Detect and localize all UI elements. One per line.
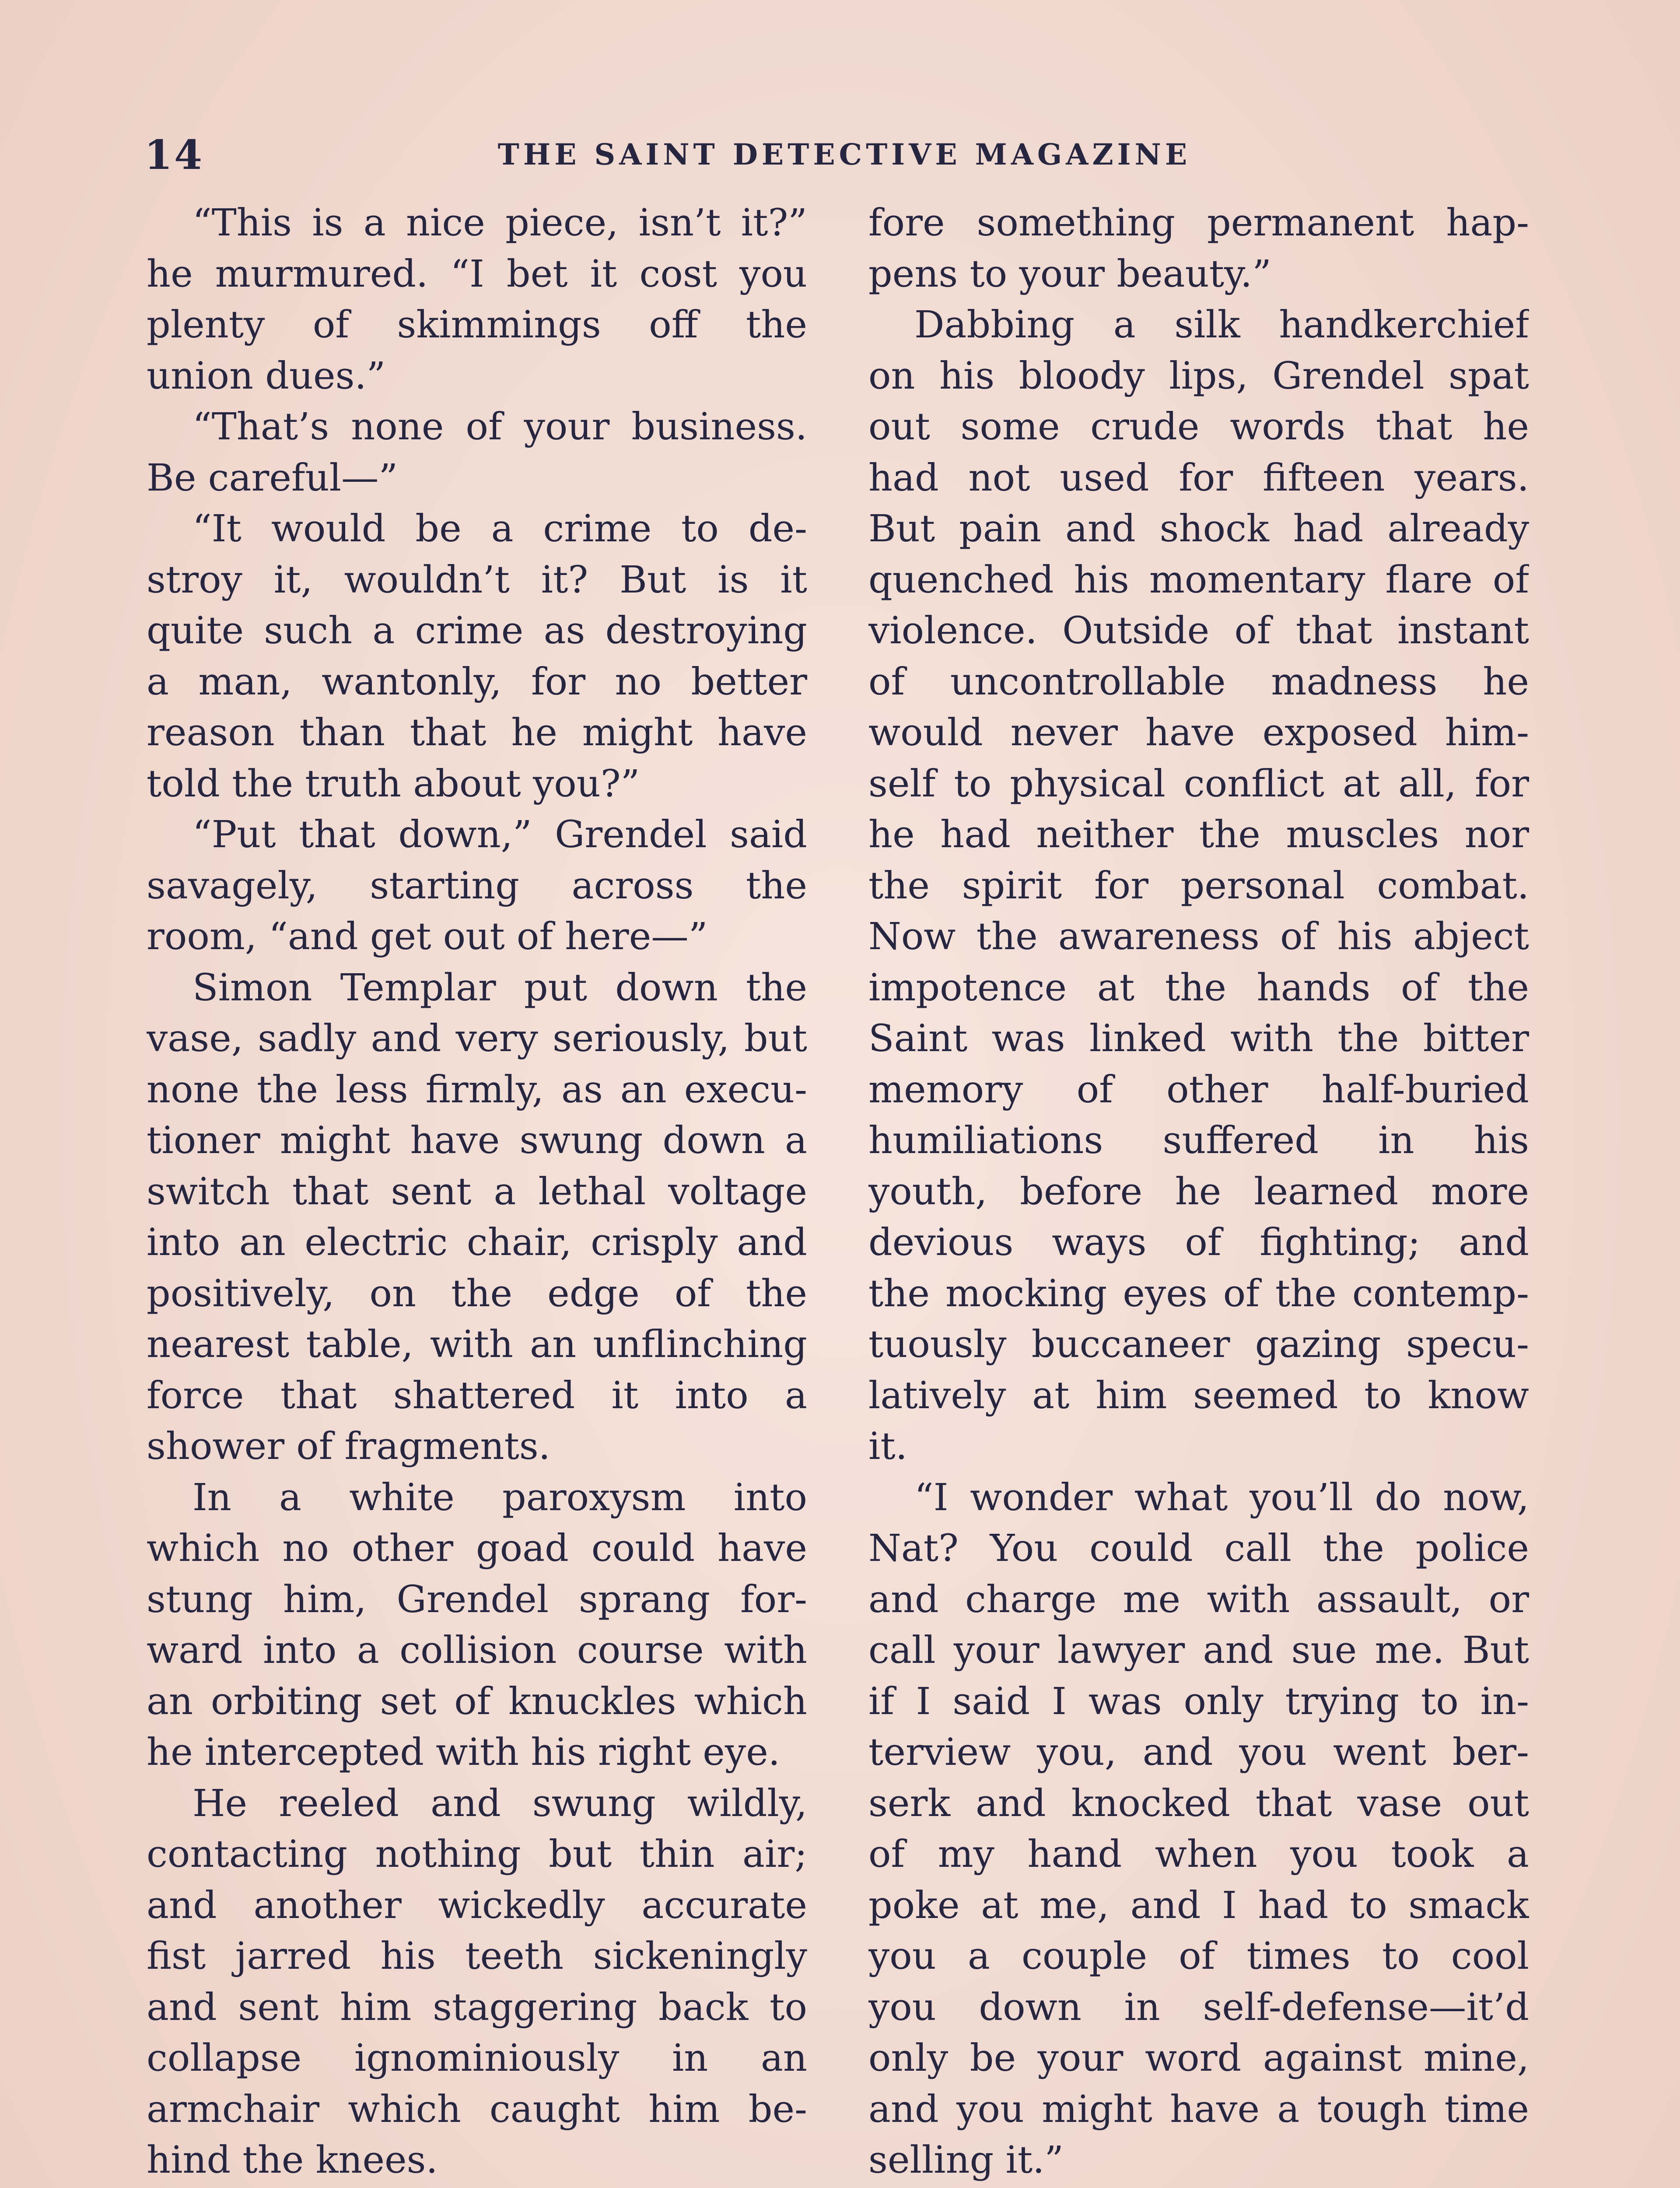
- text-line: savagely, starting across the: [147, 864, 807, 908]
- text-line: on his bloody lips, Grendel spat: [868, 354, 1529, 398]
- text-column-right: [868, 198, 1529, 2188]
- text-line: serk and knocked that vase out: [868, 1781, 1529, 1825]
- text-line: poke at me, and I had to smack: [868, 1883, 1529, 1927]
- text-line: Dabbing a silk handkerchief: [914, 303, 1529, 347]
- text-line: self to physical conflict at all, for: [868, 762, 1529, 806]
- text-line: In a white paroxysm into: [192, 1476, 807, 1519]
- text-line: plenty of skimmings off the: [147, 303, 807, 347]
- text-line: switch that sent a lethal voltage: [147, 1170, 807, 1213]
- text-line: armchair which caught him be-: [147, 2087, 807, 2131]
- text-line: it.: [868, 1425, 907, 1468]
- text-line: the spirit for personal combat.: [868, 864, 1529, 908]
- text-line: which no other goad could have: [147, 1527, 807, 1570]
- text-line: none the less firmly, as an execu-: [147, 1068, 807, 1112]
- text-line: memory of other half-buried: [868, 1068, 1529, 1112]
- text-line: “That’s none of your business.: [192, 405, 807, 449]
- text-line: violence. Outside of that instant: [868, 609, 1529, 652]
- text-line: terview you, and you went ber-: [868, 1731, 1529, 1774]
- text-line: and another wickedly accurate: [147, 1883, 807, 1927]
- text-line: union dues.”: [147, 354, 386, 398]
- text-line: [147, 2186, 807, 2188]
- text-line: ward into a collision course with: [147, 1629, 807, 1672]
- text-line: “Put that down,” Grendel said: [192, 813, 807, 856]
- text-line: “This is a nice piece, isn’t it?”: [192, 201, 807, 245]
- text-line: out some crude words that he: [868, 405, 1529, 449]
- text-line: humiliations suffered in his: [868, 1119, 1529, 1162]
- text-line: Now the awareness of his abject: [868, 915, 1529, 958]
- text-line: Saint was linked with the bitter: [868, 1017, 1529, 1060]
- text-line: youth, before he learned more: [868, 1170, 1529, 1213]
- text-line: pens to your beauty.”: [868, 252, 1271, 296]
- text-line: call your lawyer and sue me. But: [868, 1629, 1529, 1672]
- text-line: room, “and get out of here—”: [147, 915, 708, 958]
- text-line: a man, wantonly, for no better: [147, 660, 807, 704]
- text-line: told the truth about you?”: [147, 762, 640, 806]
- text-line: you a couple of times to cool: [868, 1935, 1529, 1978]
- text-line: and sent him staggering back to: [147, 1985, 807, 2029]
- text-line: tioner might have swung down a: [147, 1119, 807, 1162]
- text-line: Nat? You could call the police: [868, 1527, 1529, 1570]
- text-line: vase, sadly and very seriously, but: [147, 1017, 807, 1060]
- text-line: if I said I was only trying to in-: [868, 1680, 1529, 1723]
- text-line: he murmured. “I bet it cost you: [147, 252, 807, 296]
- text-line: shower of fragments.: [147, 1425, 550, 1468]
- text-line: collapse ignominiously in an: [147, 2037, 807, 2080]
- text-line: contacting nothing but thin air;: [147, 1833, 807, 1876]
- text-line: Simon Templar put down the: [192, 966, 807, 1010]
- text-line: reason than that he might have: [147, 711, 807, 754]
- text-line: [868, 2186, 1529, 2188]
- text-line: devious ways of fighting; and: [868, 1221, 1529, 1264]
- text-line: you down in self-defense—it’d: [868, 1985, 1529, 2029]
- text-line: selling it.”: [868, 2139, 1064, 2182]
- text-line: quite such a crime as destroying: [147, 609, 807, 652]
- page-number: 14: [144, 131, 204, 179]
- text-line: of uncontrollable madness he: [868, 660, 1529, 704]
- text-line: the mocking eyes of the contemp-: [868, 1272, 1529, 1315]
- text-line: But pain and shock had already: [868, 507, 1529, 551]
- text-line: stung him, Grendel sprang for-: [147, 1578, 807, 1621]
- text-line: hind the knees.: [147, 2139, 438, 2182]
- text-line: positively, on the edge of the: [147, 1272, 807, 1315]
- text-line: of my hand when you took a: [868, 1833, 1529, 1876]
- text-column-left: [147, 198, 807, 2188]
- text-line: only be your word against mine,: [868, 2037, 1529, 2080]
- text-line: and you might have a tough time: [868, 2087, 1529, 2131]
- text-line: Be careful—”: [147, 456, 398, 500]
- text-line: he had neither the muscles nor: [868, 813, 1529, 856]
- text-line: had not used for fifteen years.: [868, 456, 1529, 500]
- page-header: [144, 131, 1544, 179]
- text-line: latively at him seemed to know: [868, 1374, 1529, 1417]
- text-line: force that shattered it into a: [147, 1374, 807, 1417]
- text-line: fist jarred his teeth sickeningly: [147, 1935, 807, 1978]
- text-line: he intercepted with his right eye.: [147, 1731, 780, 1774]
- text-line: would never have exposed him-: [868, 711, 1529, 754]
- text-line: “It would be a crime to de-: [192, 507, 807, 551]
- text-line: fore something permanent hap-: [868, 201, 1529, 245]
- text-line: impotence at the hands of the: [868, 966, 1529, 1010]
- text-line: nearest table, with an unflinching: [147, 1323, 807, 1366]
- text-line: stroy it, wouldn’t it? But is it: [147, 558, 807, 602]
- text-line: quenched his momentary flare of: [868, 558, 1529, 602]
- text-line: “I wonder what you’ll do now,: [914, 1476, 1529, 1519]
- text-line: and charge me with assault, or: [868, 1578, 1529, 1621]
- text-line: into an electric chair, crisply and: [147, 1221, 807, 1264]
- text-line: He reeled and swung wildly,: [192, 1781, 807, 1825]
- text-line: tuously buccaneer gazing specu-: [868, 1323, 1529, 1366]
- text-line: an orbiting set of knuckles which: [147, 1680, 807, 1723]
- running-head-title: THE SAINT DETECTIVE MAGAZINE: [497, 137, 1191, 172]
